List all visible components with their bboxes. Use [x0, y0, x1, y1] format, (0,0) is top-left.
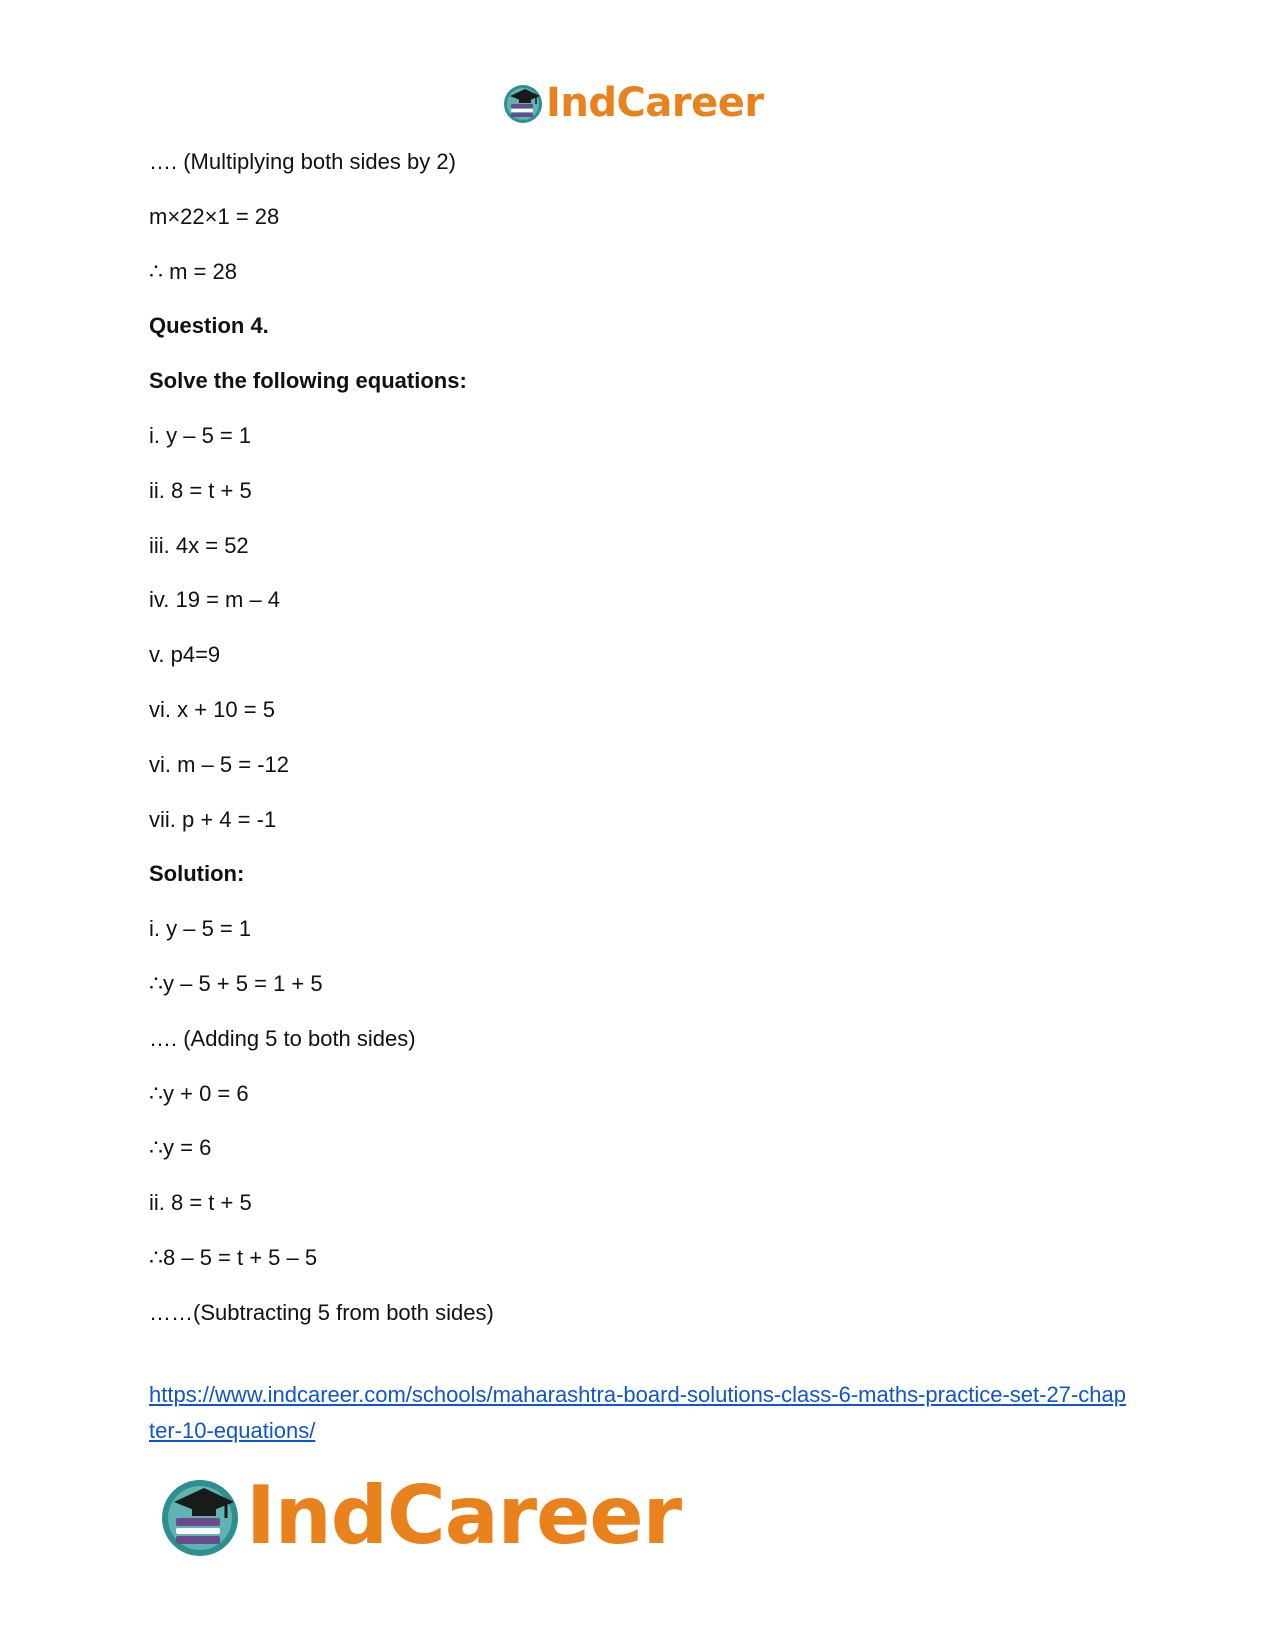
text-line: vi. x + 10 = 5	[149, 697, 275, 722]
text-line: i. y – 5 = 1	[149, 423, 252, 448]
heading-line: Solve the following equations:	[149, 368, 467, 393]
text-line: …. (Adding 5 to both sides)	[149, 1026, 416, 1051]
text-line: ……(Subtracting 5 from both sides)	[149, 1300, 494, 1325]
heading-line: Solution:	[149, 861, 245, 886]
source-link[interactable]: https://www.indcareer.com/schools/maharashtra-board-solutions-class-6-maths-practice-set-27-chapter-10-equations/	[149, 1382, 1126, 1443]
graduation-cap-book-icon	[158, 1474, 242, 1558]
text-line: ii. 8 = t + 5	[149, 478, 252, 503]
heading-line: Question 4.	[149, 313, 269, 338]
text-line: i. y – 5 = 1	[149, 916, 252, 941]
text-line: ∴8 – 5 = t + 5 – 5	[149, 1245, 318, 1270]
text-line: ∴y = 6	[149, 1135, 212, 1160]
footer-logo-text: IndCareer	[246, 1469, 682, 1562]
text-line: m×22×1 = 28	[149, 204, 280, 229]
text-line: ∴y + 0 = 6	[149, 1081, 249, 1106]
text-line: vi. m – 5 = -12	[149, 752, 290, 777]
text-line: ∴ m = 28	[149, 259, 237, 284]
text-line: vii. p + 4 = -1	[149, 807, 277, 832]
text-line: ii. 8 = t + 5	[149, 1190, 252, 1215]
header-logo	[502, 78, 772, 128]
header-logo-text: IndCareer	[546, 80, 764, 126]
text-line: iii. 4x = 52	[149, 533, 249, 558]
text-line: iv. 19 = m – 4	[149, 587, 281, 612]
footer-logo	[158, 1468, 698, 1564]
text-line: …. (Multiplying both sides by 2)	[149, 149, 456, 174]
text-line: v. p4=9	[149, 642, 221, 667]
graduation-cap-book-icon	[502, 82, 544, 124]
text-line: ∴y – 5 + 5 = 1 + 5	[149, 971, 323, 996]
